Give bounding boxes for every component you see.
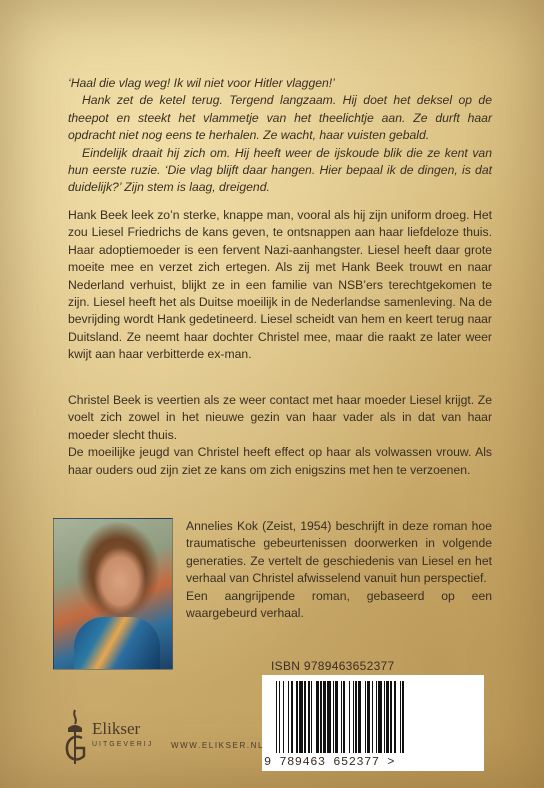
- barcode-bars: [276, 681, 468, 753]
- quote-paragraph-2: Hank zet de ketel terug. Tergend langzaam. Hij doet het deksel op de theepot en steekt het vlammetje van het theelichtje aan. Ze durft haar opdracht niet nog eens te herhalen. Ze wacht, haar vuisten gebald.: [68, 93, 492, 143]
- quote-line-1: ‘Haal die vlag weg! Ik wil niet voor Hitler vlaggen!’: [68, 76, 335, 90]
- publisher-website[interactable]: WWW.ELIKSER.NL: [171, 741, 265, 750]
- christel-paragraph-2: De moeilijke jeugd van Christel heeft effect op haar als volwassen vrouw. Als haar ouders oud zijn ziet ze kans om zich enigszins met hen te verzoenen.: [68, 445, 492, 477]
- author-paragraph: Annelies Kok (Zeist, 1954) beschrijft in deze roman hoe traumatische gebeurtenissen doorwerken in volgende generaties. Ze vertelt de geschiedenis van Liesel en het verhaal van Christel afwisselend vanuit hun perspectief.: [186, 519, 492, 586]
- synopsis: [68, 207, 492, 364]
- synopsis-paragraph: Hank Beek leek zo’n sterke, knappe man, vooral als hij zijn uniform droeg. Het zou Liesel Friedrichs de kans geven, te ontsnappen aan haar liefdeloze thuis. Haar adoptiemoeder is een fervent Nazi-aanhangster. Liesel heeft daar grote moeite mee en verzet zich ertegen. Als zij met Hank Beek trouwt en naar Nederland verhuist, blijkt ze in een familie van NSB’ers terechtgekomen te zijn. Liesel heeft het als Duitse moeilijk in de Nederlandse samenleving. Na de bevrijding wordt Hank gedetineerd. Liesel scheidt van hem en keert terug naar Duitsland. Ze neemt haar dochter Christel mee, maar die raakt ze later weer kwijt aan haar verbitterde ex-man.: [68, 208, 492, 362]
- barcode-stripe: [404, 681, 405, 753]
- scarf-detail: [74, 617, 160, 669]
- synopsis-continued: [68, 392, 492, 479]
- publisher-name: Elikser: [92, 719, 141, 738]
- quote-paragraph-3: Eindelijk draait hij zich om. Hij heeft weer de ijskoude blik die ze kent van hun eerste ruzie. ‘Die vlag blijft daar hangen. Hier bepaal ik de dingen, is dat duidelijk?’ Zijn stem is laag, dreigend.: [68, 145, 492, 195]
- christel-paragraph-1: Christel Beek is veertien als ze weer contact met haar moeder Liesel krijgt. Ze voelt zich zowel in het nieuwe gezin van haar vader als in dat van haar moeder slecht thuis.: [68, 393, 492, 442]
- publisher-subtitle: UITGEVERIJ: [92, 741, 154, 748]
- author-bio: [186, 518, 492, 622]
- excerpt-quote: [68, 75, 492, 197]
- barcode-digits: 9 789463 652377 >: [264, 755, 395, 769]
- barcode: [262, 675, 484, 771]
- author-portrait: [53, 518, 173, 670]
- elikser-logo-icon: [60, 708, 90, 766]
- isbn-label: ISBN 9789463652377: [271, 659, 395, 673]
- tagline: Een aangrijpende roman, gebaseerd op een waargebeurd verhaal.: [186, 588, 492, 621]
